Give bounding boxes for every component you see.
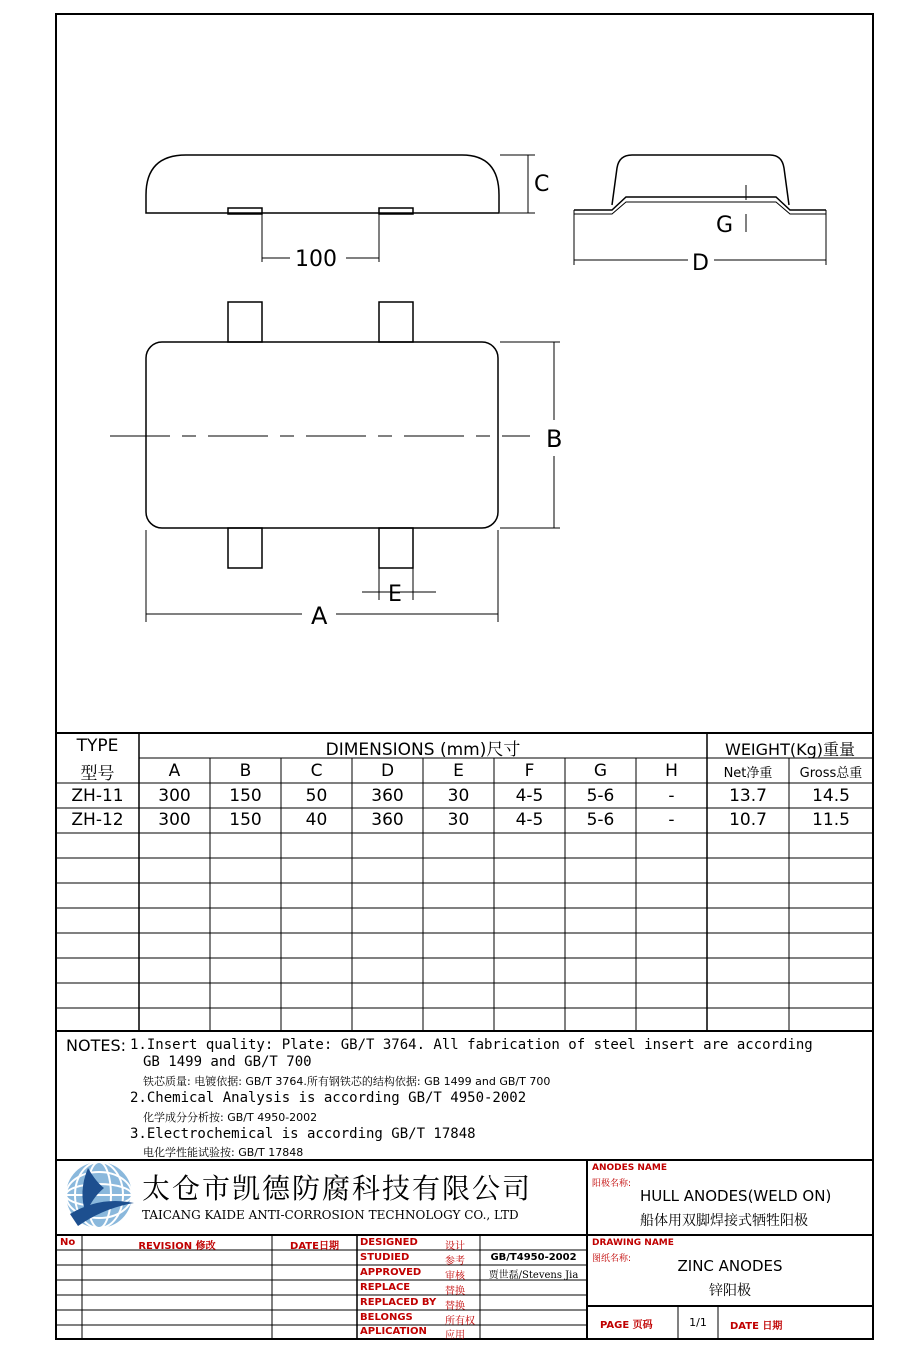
column-header-g: G xyxy=(593,761,608,781)
row-f: 4-5 xyxy=(515,810,544,830)
no-label: No xyxy=(60,1237,76,1248)
row-d: 360 xyxy=(371,810,404,830)
column-header-d: D xyxy=(380,761,395,781)
dim-g-label: G xyxy=(716,213,734,238)
dim-a-label: A xyxy=(311,602,328,630)
note-3: 3.Electrochemical is according GB/T 17848 xyxy=(130,1126,476,1142)
role-replaced-by: REPLACED BY xyxy=(360,1297,437,1308)
row-gross: 14.5 xyxy=(812,786,850,806)
role-aplication-cn: 应用 xyxy=(445,1330,465,1341)
note-1-line-2: GB 1499 and GB/T 700 xyxy=(143,1054,312,1070)
row-e: 30 xyxy=(447,786,470,806)
drawing-name: ZINC ANODES xyxy=(677,1257,783,1275)
drawing-name-label-cn: 图纸名称: xyxy=(592,1254,632,1264)
note-3-cn: 电化学性能试验按: GB/T 17848 xyxy=(143,1146,304,1159)
side-view xyxy=(146,155,535,262)
column-header-a: A xyxy=(168,761,181,781)
anodes-name-label: ANODES NAME xyxy=(592,1163,667,1173)
row-type: ZH-11 xyxy=(71,786,124,806)
row-gross: 11.5 xyxy=(812,810,850,830)
note-1-cn: 铁芯质量: 电镀依据: GB/T 3764.所有钢铁芯的结构依据: GB 1499 and GB/T 700 xyxy=(143,1075,551,1088)
note-1-line-1: 1.Insert quality: Plate: GB/T 3764. All fabrication of steel insert are according xyxy=(130,1037,813,1053)
dimensions-header: DIMENSIONS (mm)尺寸 xyxy=(325,740,521,760)
date-label: DATE 日期 xyxy=(730,1321,783,1332)
end-view xyxy=(574,155,826,265)
anodes-name: HULL ANODES(WELD ON) xyxy=(640,1187,832,1205)
anodes-name-cn: 船体用双脚焊接式牺牲阳极 xyxy=(640,1213,808,1229)
page-value: 1/1 xyxy=(689,1316,707,1329)
company-name-cn: 太仓市凯德防腐科技有限公司 xyxy=(142,1172,533,1205)
column-header-c: C xyxy=(310,761,323,781)
drawing-name-cn: 锌阳极 xyxy=(709,1283,751,1299)
role-belongs: BELONGS xyxy=(360,1312,413,1323)
notes-label: NOTES: xyxy=(66,1036,126,1055)
role-approved: APPROVED xyxy=(360,1267,422,1278)
drawing-name-label: DRAWING NAME xyxy=(592,1238,674,1248)
role-replace: REPLACE xyxy=(360,1282,411,1293)
row-h: - xyxy=(668,786,675,806)
note-2-cn: 化学成分分析按: GB/T 4950-2002 xyxy=(143,1111,318,1124)
row-b: 150 xyxy=(229,786,262,806)
dim-d-label: D xyxy=(692,251,709,276)
role-designed-cn: 设计 xyxy=(445,1241,465,1252)
dim-b-label: B xyxy=(546,425,563,453)
type-header-cn: 型号 xyxy=(80,764,115,784)
row-e: 30 xyxy=(447,810,470,830)
row-g: 5-6 xyxy=(586,810,615,830)
page-label: PAGE 页码 xyxy=(600,1320,653,1331)
company-logo-globe xyxy=(66,1162,134,1228)
role-approved-cn: 审核 xyxy=(445,1271,465,1282)
row-g: 5-6 xyxy=(586,786,615,806)
note-2: 2.Chemical Analysis is according GB/T 4950-2002 xyxy=(130,1090,527,1106)
company-name-en: TAICANG KAIDE ANTI-CORROSION TECHNOLOGY CO., LTD xyxy=(142,1208,519,1222)
role-studied-cn: 参考 xyxy=(445,1256,465,1267)
dim-100-label: 100 xyxy=(295,247,337,272)
row-net: 13.7 xyxy=(729,786,767,806)
row-a: 300 xyxy=(158,810,191,830)
role-approved-value: 贾世磊/Stevens Jia xyxy=(488,1270,579,1281)
revision-date-label: DATE日期 xyxy=(290,1241,339,1252)
column-header-h: H xyxy=(665,761,678,781)
net-weight-header: Net净重 xyxy=(723,766,773,781)
dim-e-label: E xyxy=(388,582,402,607)
row-b: 150 xyxy=(229,810,262,830)
role-studied-value: GB/T4950-2002 xyxy=(490,1252,577,1263)
row-f: 4-5 xyxy=(515,786,544,806)
column-header-f: F xyxy=(524,761,535,781)
row-h: - xyxy=(668,810,675,830)
weight-header: WEIGHT(Kg)重量 xyxy=(725,740,855,759)
role-designed: DESIGNED xyxy=(360,1237,418,1248)
column-header-e: E xyxy=(453,761,464,781)
column-header-b: B xyxy=(239,761,252,781)
role-aplication: APLICATION xyxy=(360,1326,427,1337)
dim-c-label: C xyxy=(534,172,550,197)
revision-label: REVISION 修改 xyxy=(138,1241,216,1252)
row-type: ZH-12 xyxy=(71,810,124,830)
row-net: 10.7 xyxy=(729,810,767,830)
row-c: 40 xyxy=(305,810,328,830)
row-a: 300 xyxy=(158,786,191,806)
gross-weight-header: Gross总重 xyxy=(799,766,863,781)
type-header: TYPE xyxy=(76,736,119,756)
role-studied: STUDIED xyxy=(360,1252,410,1263)
role-replace-cn: 替换 xyxy=(445,1286,465,1297)
role-replaced-by-cn: 替换 xyxy=(445,1301,465,1312)
row-d: 360 xyxy=(371,786,404,806)
anodes-name-label-cn: 阳极名称: xyxy=(592,1179,632,1189)
plan-view xyxy=(110,302,563,622)
role-belongs-cn: 所有权 xyxy=(445,1316,475,1327)
row-c: 50 xyxy=(305,786,328,806)
